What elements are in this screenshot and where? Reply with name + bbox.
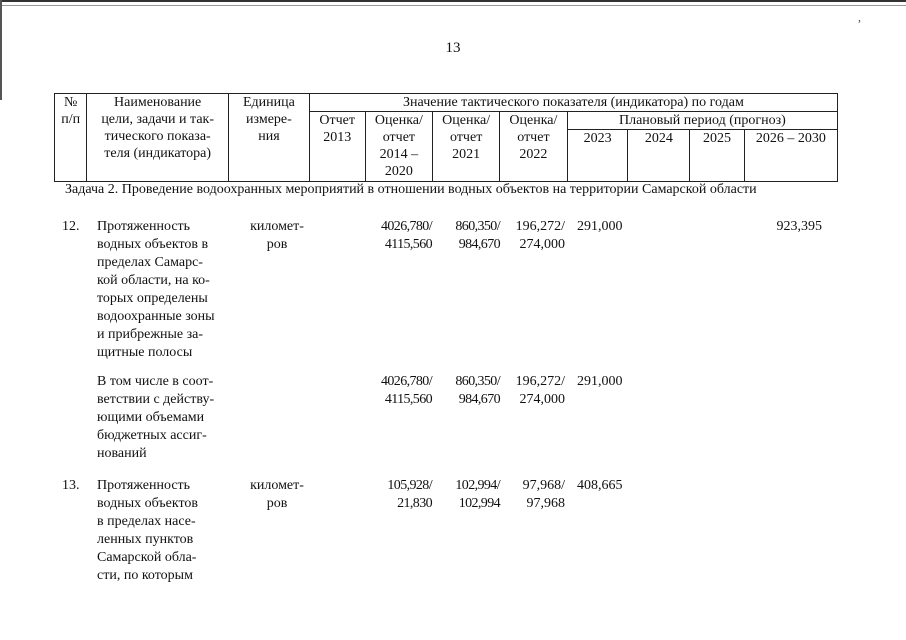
indicator-name: Протяженность водных объектов в пределах Самарс- кой области, на ко- торых определены водоохранные зоны и прибрежные за- щитные полосы — [97, 219, 215, 360]
row-number: 12. — [62, 219, 80, 234]
planned-period-header: Плановый период (прогноз) — [567, 112, 837, 130]
col-2026-2030-header: 2026 – 2030 — [744, 130, 837, 182]
value-2023: 291,000 — [577, 219, 623, 234]
col-est-2014-2020-header: Оценка/ отчет 2014 – 2020 — [365, 112, 433, 182]
value-2021: 860,350/ 984,670 — [455, 374, 500, 407]
col-num-header: № п/п — [55, 94, 87, 182]
col-2025-header: 2025 — [690, 130, 745, 182]
col-report-2013-header: Отчет 2013 — [309, 112, 365, 182]
value-2021: 102,994/ 102,994 — [455, 478, 500, 511]
value-2022: 196,272/ 274,000 — [515, 219, 565, 252]
col-est-2021-header: Оценка/ отчет 2021 — [433, 112, 500, 182]
unit: километ- ров — [250, 219, 304, 252]
row-number: 13. — [62, 478, 80, 493]
col-unit-header: Единица измере- ния — [228, 94, 309, 182]
value-2022: 196,272/ 274,000 — [515, 374, 565, 407]
indicator-name: В том числе в соот- ветствии с действу- ющими объемами бюджетных ассиг- нований — [97, 374, 215, 461]
col-2024-header: 2024 — [628, 130, 690, 182]
task-title: Задача 2. Проведение водоохранных мероприятий в отношении водных объектов на территории Самарской области — [65, 182, 757, 197]
col-name-header: Наименование цели, задачи и так- тического показа- теля (индикатора) — [87, 94, 229, 182]
value-2014-2020: 4026,780/ 4115,560 — [381, 374, 432, 407]
value-2014-2020: 105,928/ 21,830 — [387, 478, 432, 511]
header-table — [54, 93, 838, 182]
col-2023-header: 2023 — [567, 130, 628, 182]
scan-mark: , — [858, 10, 861, 24]
unit: километ- ров — [250, 478, 304, 511]
value-2026-2030: 923,395 — [776, 219, 822, 234]
scan-border-top — [0, 0, 906, 6]
value-2022: 97,968/ 97,968 — [522, 478, 565, 511]
values-group-header: Значение тактического показателя (индикатора) по годам — [309, 94, 837, 112]
value-2023: 291,000 — [577, 374, 623, 389]
col-est-2022-header: Оценка/ отчет 2022 — [500, 112, 568, 182]
indicator-name: Протяженность водных объектов в пределах насе- ленных пунктов Самарской обла- сти, по которым — [97, 478, 199, 583]
value-2021: 860,350/ 984,670 — [455, 219, 500, 252]
value-2023: 408,665 — [577, 478, 623, 493]
value-2014-2020: 4026,780/ 4115,560 — [381, 219, 432, 252]
page-number: 13 — [445, 40, 461, 56]
